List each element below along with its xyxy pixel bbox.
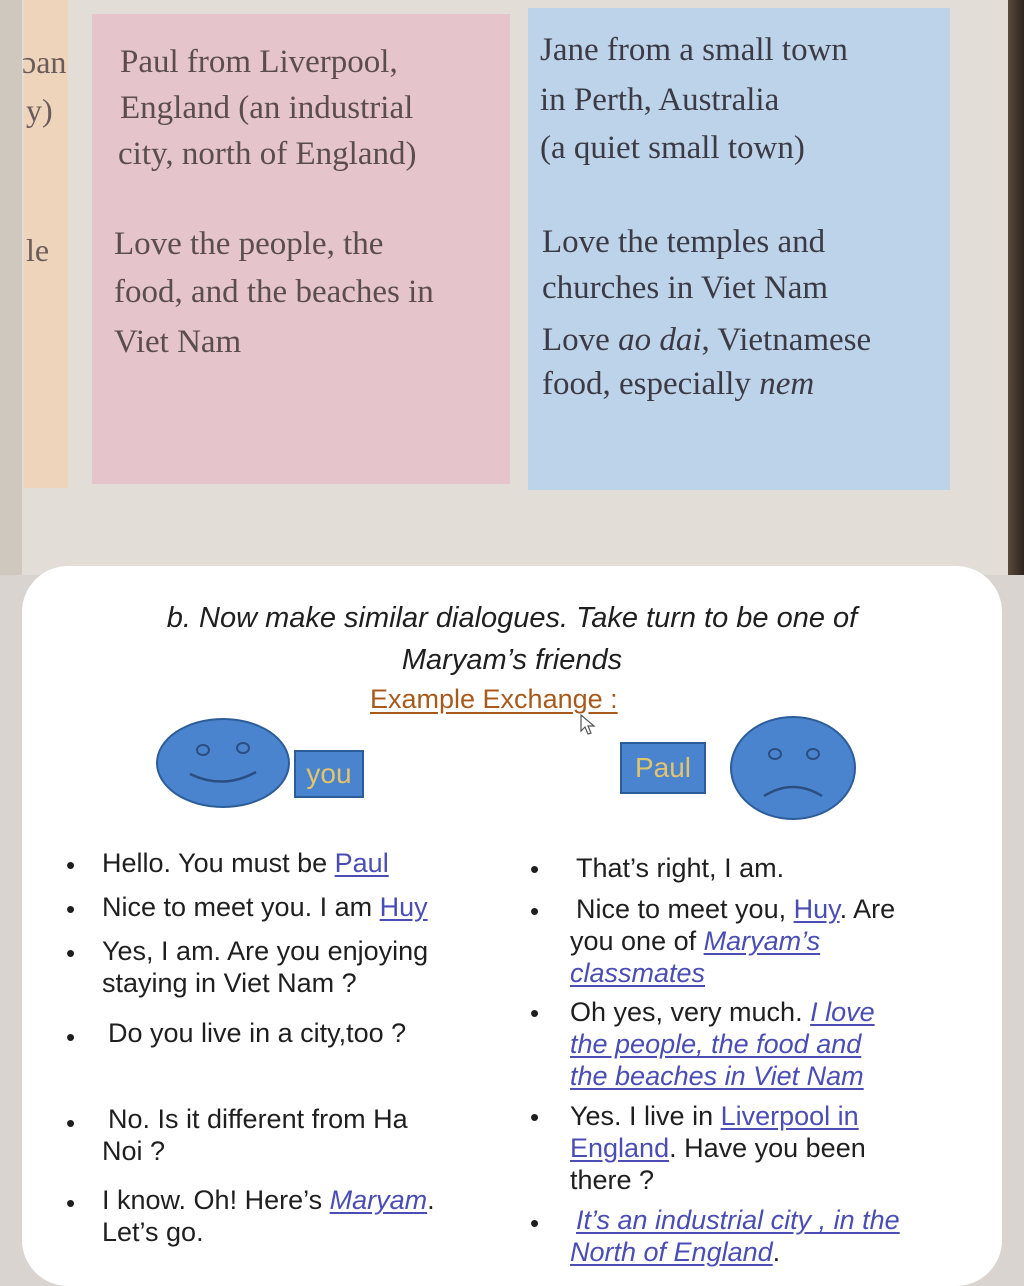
text-run: nem [759,366,815,402]
text-run: you one of [570,926,704,956]
jane-likes-line: Love the temples and [542,224,826,260]
exercise-card [22,566,1002,1286]
sad-face-icon [730,716,856,820]
paul-likes-line: food, and the beaches in [114,274,434,310]
frown [758,776,828,800]
jane-likes-line [542,322,871,359]
bullet: • [66,1188,76,1218]
text-run: . [427,1185,435,1215]
bullet: • [530,1102,540,1132]
label-paul: Paul [620,742,706,794]
paul-likes-line: Love the people, the [114,226,384,262]
text-run: ao dai [618,322,702,358]
smiling-face-icon [156,718,290,808]
smile [186,768,260,790]
row-label: ɔan [22,44,67,80]
bullet: • [66,1022,76,1052]
textbook-photo [0,0,1024,575]
bullet: • [530,998,540,1028]
name-link: Maryam’s [703,926,821,956]
bullet: • [66,1108,76,1138]
dialogue-line-you [102,891,428,923]
paul-origin-line: England (an industrial [120,90,414,126]
paul-likes-line: Viet Nam [114,324,242,360]
instruction-text: Maryam’s friends [401,644,623,676]
dialogue-line-paul [570,996,875,1092]
dialogue-line-you [102,1184,435,1248]
text-run: . Have you been [669,1133,866,1163]
name-link: Huy [793,894,840,924]
text-run: I know. Oh! Here’s [102,1185,330,1215]
text-run: Let’s go. [102,1217,204,1247]
text-run: . Are [839,894,896,924]
name-link: the beaches in Viet Nam [570,1061,864,1091]
name-link: I love [810,997,875,1027]
name-link: the people, the food and [570,1029,862,1059]
jane-origin-line: in Perth, Australia [540,82,780,118]
text-run: . [772,1237,781,1267]
bullet: • [530,1208,540,1238]
text-run: staying in Viet Nam ? [102,968,357,998]
dialogue-line-you [102,1103,408,1167]
text-run: Yes, I am. Are you enjoying [102,936,429,966]
jane-likes-line [542,366,814,403]
mouse-cursor-icon [579,714,597,736]
text-run: Noi ? [102,1136,166,1166]
text-run: , Vietnamese [701,322,872,358]
jane-origin-line: Jane from a small town [540,32,848,68]
eye [806,748,820,760]
bullet: • [530,896,540,926]
jane-origin-line: (a quiet small town) [540,130,805,166]
page-edge [0,0,22,575]
jane-likes-line: churches in Viet Nam [542,270,829,306]
text-run: Hello. You must be [102,848,335,878]
name-link: It’s an industrial city , in the [576,1205,900,1235]
eye [196,744,210,756]
dialogue-line-paul: That’s right, I am. [576,853,785,883]
text-run: Yes. I live in [570,1101,721,1131]
dialogue-line-you: Do you live in a city,too ? [108,1018,407,1048]
name-link: North of England [570,1237,773,1267]
instruction-text: b. Now make similar dialogues. Take turn to be one of [166,602,858,634]
bullet: • [66,938,76,968]
name-link: Maryam [329,1185,428,1215]
label-you: you [294,750,364,798]
text-run: No. Is it different from Ha [108,1104,408,1134]
example-exchange-label: Example Exchange : [370,684,618,714]
text-run: Nice to meet you. I am [102,892,380,922]
paul-origin-line: city, north of England) [118,136,417,172]
row-label: y) [26,92,53,128]
text-run: Nice to meet you, [576,894,794,924]
bullet: • [66,894,76,924]
paul-origin-line: Paul from Liverpool, [120,44,398,80]
dialogue-line-paul [570,893,896,989]
name-link: Huy [379,892,428,922]
dialogue-line-paul [570,1204,900,1268]
name-link: England [570,1133,670,1163]
text-run: food, especially [542,366,760,402]
eye [768,748,782,760]
name-link: Paul [334,848,389,878]
name-link: Liverpool in [720,1101,859,1131]
dialogue-line-you [102,935,428,999]
book-spine-shadow [1008,0,1024,575]
bullet: • [66,850,76,880]
bullet: • [530,854,540,884]
dialogue-line-paul [570,1100,866,1196]
text-run: there ? [570,1165,655,1195]
text-run: Oh yes, very much. [570,997,811,1027]
text-run: Love [542,322,619,358]
eye [236,742,250,754]
name-link: classmates [570,958,706,988]
row-label: le [26,232,50,268]
dialogue-line-you [102,847,389,879]
